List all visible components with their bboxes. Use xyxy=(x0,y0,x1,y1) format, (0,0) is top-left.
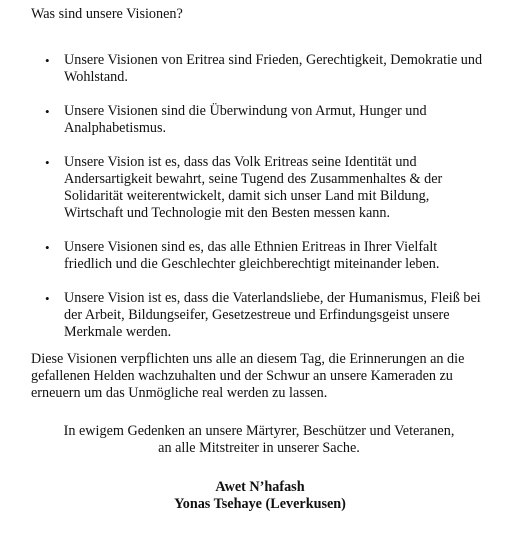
vision-line: der Arbeit, Bildungseifer, Gesetzestreue und Erfindungsgeist unsere xyxy=(64,307,450,323)
bullet-icon: • xyxy=(45,104,50,119)
signature-block xyxy=(0,479,514,513)
vision-line: Wohlstand. xyxy=(64,69,128,85)
closing-line: In ewigem Gedenken an unsere Märtyrer, Beschützer und Veteranen, xyxy=(63,423,455,439)
vision-line: Unsere Visionen sind die Überwindung von Armut, Hunger und xyxy=(64,103,427,119)
bullet-icon: • xyxy=(45,53,50,68)
signature-name: Yonas Tsehaye (Leverkusen) xyxy=(174,496,346,512)
vision-line: Wirtschaft und Technologie mit den Besten messen kann. xyxy=(64,205,390,221)
vision-item xyxy=(0,154,514,222)
closing-dedication xyxy=(0,423,514,457)
vision-line: Solidarität weiterentwickelt, damit sich unser Land mit Bildung, xyxy=(64,188,430,204)
vision-line: Unsere Visionen sind es, das alle Ethnien Eritreas in Ihrer Vielfalt xyxy=(64,239,438,255)
vision-line: Unsere Visionen von Eritrea sind Frieden, Gerechtigkeit, Demokratie und xyxy=(64,52,483,68)
signature-name: Awet N’hafash xyxy=(215,479,305,495)
bullet-icon: • xyxy=(45,240,50,255)
paragraph-line: gefallenen Helden wachzuhalten und der Schwur an unsere Kameraden zu xyxy=(31,368,453,384)
vision-line: Unsere Vision ist es, dass das Volk Eritreas seine Identität und xyxy=(64,154,417,170)
document-heading: Was sind unsere Visionen? xyxy=(31,6,183,22)
vision-item xyxy=(0,239,514,273)
vision-line: friedlich und die Geschlechter gleichberechtigt miteinander leben. xyxy=(64,256,440,272)
bullet-icon: • xyxy=(45,155,50,170)
vision-line: Andersartigkeit bewahrt, seine Tugend des Zusammenhaltes & der xyxy=(64,171,443,187)
vision-line: Unsere Vision ist es, dass die Vaterlandsliebe, der Humanismus, Fleiß bei xyxy=(64,290,481,306)
vision-line: Analphabetismus. xyxy=(64,120,167,136)
vision-item xyxy=(0,290,514,341)
paragraph-line: Diese Visionen verpflichten uns alle an diesem Tag, die Erinnerungen an die xyxy=(31,351,465,367)
vision-item xyxy=(0,52,514,86)
commitment-paragraph xyxy=(31,351,501,402)
vision-list xyxy=(0,52,514,358)
bullet-icon: • xyxy=(45,291,50,306)
vision-item xyxy=(0,103,514,137)
closing-line: an alle Mitstreiter in unserer Sache. xyxy=(158,440,360,456)
vision-line: Merkmale werden. xyxy=(64,324,172,340)
paragraph-line: erneuern um das Unmögliche real werden zu lassen. xyxy=(31,385,328,401)
